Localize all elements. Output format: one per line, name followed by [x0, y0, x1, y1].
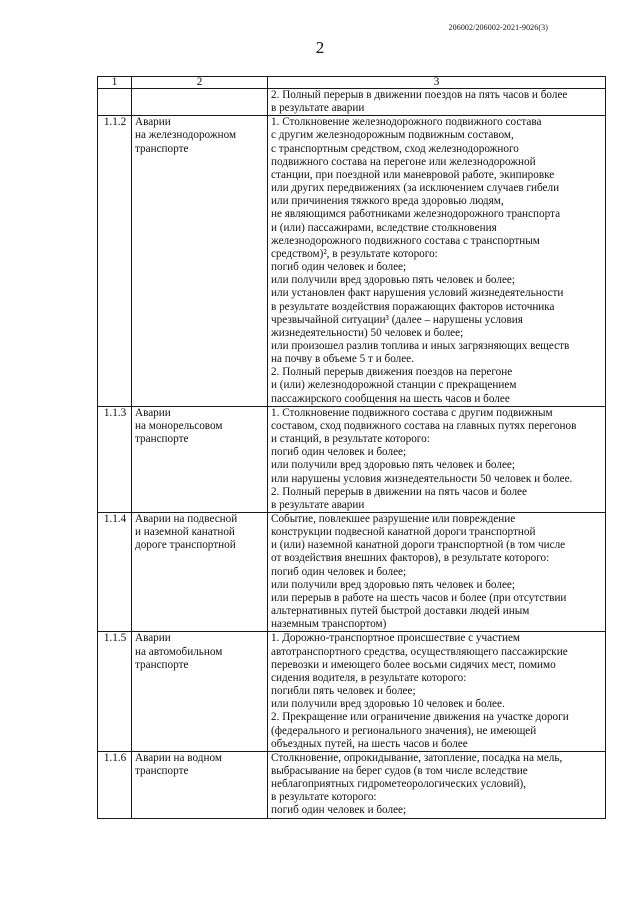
text-line: чрезвычайной ситуации³ (далее – нарушены условия [271, 313, 523, 326]
text-line: транспорте [135, 764, 189, 777]
text-line: или произошел разлив топлива и иных загрязняющих веществ [271, 339, 570, 352]
text-line: подвижного состава на перегоне или железнодорожной [271, 155, 536, 168]
table-row [98, 751, 606, 818]
continuation-line: в результате аварии [271, 102, 365, 115]
text-line: с транспортным средством, сход железнодорожного [271, 142, 519, 155]
text-line: Аварии [135, 406, 171, 419]
text-line: 2. Полный перерыв движения поездов на перегоне [271, 366, 513, 379]
text-line: выбрасывание на берег судов (в том числе вследствие [271, 764, 528, 777]
text-line: средством)², в результате которого: [271, 247, 438, 260]
column-header-1: 1 [98, 77, 132, 89]
text-line: на монорельсовом [135, 419, 223, 432]
text-line: Аварии [135, 632, 171, 645]
continuation-number-cell [98, 89, 132, 116]
text-line: или получили вред здоровью пять человек и более; [271, 459, 516, 472]
text-line: или установлен факт нарушения условий жизнедеятельности [271, 287, 564, 300]
text-line: Событие, повлекшее разрушение или повреждение [271, 513, 516, 525]
row-title [132, 751, 268, 818]
text-line: неблагоприятных гидрометеорологических условий), [271, 778, 527, 791]
page-number: 2 [315, 38, 325, 57]
text-line: станции, при поездной или маневровой работе, экипировке [271, 168, 555, 181]
text-line: наземным транспортом) [271, 618, 387, 631]
text-line: или причинения тяжкого вреда здоровью людям, [271, 195, 504, 208]
text-line: погиб один человек и более; [271, 565, 407, 578]
row-description [268, 751, 606, 818]
text-line: или получили вред здоровью пять человек и более; [271, 274, 516, 287]
continuation-title-cell [132, 89, 268, 116]
text-line: на почву в объеме 5 т и более. [271, 353, 414, 366]
text-line: на автомобильном [135, 645, 223, 658]
table-row [98, 632, 606, 751]
text-line: Столкновение, опрокидывание, затопление, посадка на мель, [271, 751, 563, 764]
row-number: 1.1.2 [98, 116, 132, 406]
text-line: в результате воздействия поражающих факторов источника [271, 300, 555, 313]
text-line: 1. Столкновение железнодорожного подвижного состава [271, 116, 542, 129]
text-line: транспорте [135, 433, 189, 446]
text-line: и станций, в результате которого: [271, 433, 430, 446]
text-line: пассажирского сообщения на шесть часов и более [271, 392, 510, 405]
text-line: погиб один человек и более; [271, 446, 407, 459]
continuation-text-cell [268, 89, 606, 116]
text-line: и (или) железнодорожной станции с прекращением [271, 379, 517, 392]
text-line: 1. Дорожно-транспортное происшествие с участием [271, 632, 520, 645]
text-line: и наземной канатной [135, 526, 235, 539]
text-line: транспорте [135, 142, 189, 155]
column-header-2: 2 [132, 77, 268, 89]
text-line: сидения водителя, в результате которого: [271, 671, 467, 684]
document-number: 206002/206002-2021-9026(3) [448, 23, 548, 32]
text-line: от воздействия внешних факторов), в результате которого: [271, 552, 550, 565]
row-title [132, 116, 268, 406]
text-line: перевозки и имеющего более восьми сидячих мест, помимо [271, 658, 556, 671]
row-number: 1.1.3 [98, 406, 132, 512]
text-line: (федерального и регионального значения), не имеющей [271, 724, 537, 737]
table-row [98, 406, 606, 512]
text-line: железнодорожного подвижного состава с транспортным [271, 234, 540, 247]
continuation-line: 2. Полный перерыв в движении поездов на пять часов и более [271, 89, 568, 101]
text-line: или перерыв в работе на шесть часов и более (при отсутствии [271, 591, 567, 604]
text-line: и (или) наземной канатной дороги транспортной (в том числе [271, 539, 566, 552]
text-line: с другим железнодорожным подвижным составом, [271, 129, 514, 142]
table-row [98, 513, 606, 632]
row-description [268, 116, 606, 406]
row-title [132, 632, 268, 751]
row-description [268, 632, 606, 751]
column-header-3: 3 [268, 77, 606, 89]
text-line: Аварии на водном [135, 751, 222, 764]
text-line: погиб один человек и более; [271, 261, 407, 274]
text-line: погиб один человек и более; [271, 804, 407, 817]
row-description [268, 406, 606, 512]
row-number: 1.1.5 [98, 632, 132, 751]
row-description [268, 513, 606, 632]
text-line: или других передвижениях (за исключением случаев гибели [271, 182, 560, 195]
text-line: погибли пять человек и более; [271, 685, 416, 698]
table-header-row [98, 77, 606, 89]
row-title [132, 406, 268, 512]
text-line: Аварии [135, 116, 171, 129]
text-line: в результате которого: [271, 791, 377, 804]
text-line: на железнодорожном [135, 129, 237, 142]
text-line: жизнедеятельности) 50 человек и более; [271, 326, 464, 339]
text-line: Аварии на подвесной [135, 513, 238, 525]
text-line: конструкции подвесной канатной дороги транспортной [271, 526, 536, 539]
text-line: или получили вред здоровью 10 человек и более. [271, 698, 505, 711]
text-line: 2. Прекращение или ограничение движения на участке дороги [271, 711, 569, 724]
text-line: 1. Столкновение подвижного состава с другим подвижным [271, 406, 553, 419]
table-body [98, 77, 606, 819]
row-number: 1.1.4 [98, 513, 132, 632]
row-number: 1.1.6 [98, 751, 132, 818]
text-line: в результате аварии [271, 498, 365, 511]
text-line: и (или) пассажирами, вследствие столкновения [271, 221, 497, 234]
text-line: составом, сход подвижного состава на главных путях перегонов [271, 419, 577, 432]
incident-criteria-table [97, 76, 606, 819]
table-row [98, 116, 606, 406]
text-line: транспорте [135, 658, 189, 671]
text-line: 2. Полный перерыв в движении на пять часов и более [271, 485, 527, 498]
text-line: или получили вред здоровью пять человек и более; [271, 578, 516, 591]
text-line: альтернативных путей быстрой доставки людей иным [271, 605, 530, 618]
text-line: объездных путей, на шесть часов и более [271, 737, 468, 750]
row-title [132, 513, 268, 632]
continuation-row [98, 89, 606, 116]
text-line: дороге транспортной [135, 539, 236, 552]
text-line: или нарушены условия жизнедеятельности 50 человек и более. [271, 472, 573, 485]
text-line: автотранспортного средства, осуществляющего пассажирские [271, 645, 568, 658]
text-line: не являющимся работниками железнодорожного транспорта [271, 208, 561, 221]
